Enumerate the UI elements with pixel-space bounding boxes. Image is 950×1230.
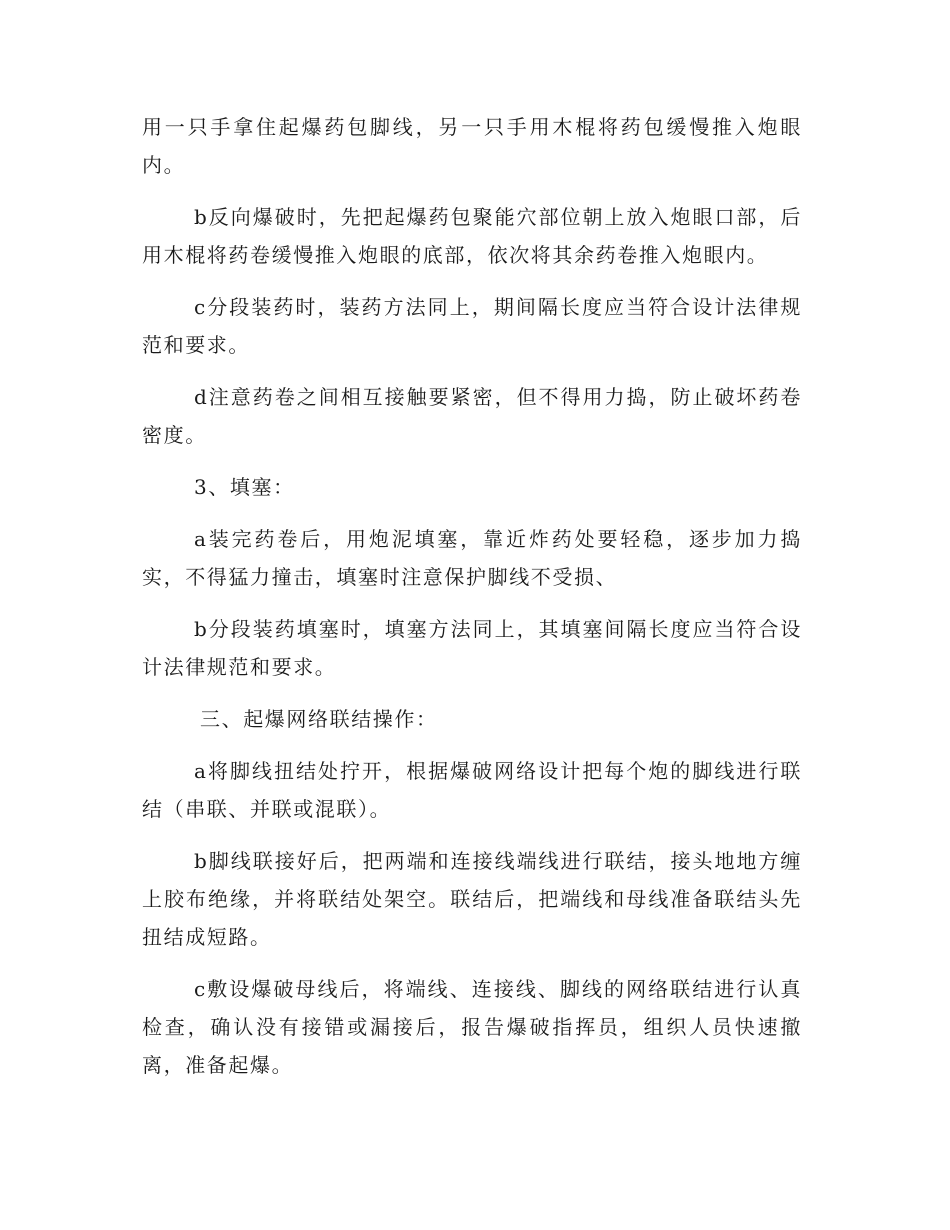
paragraph-d-cartridge-contact: d注意药卷之间相互接触要紧密，但不得用力捣，防止破坏药卷密度。: [142, 385, 802, 447]
paragraph-c-segmented-charging: c分段装药时，装药方法同上，期间隔长度应当符合设计法律规范和要求。: [142, 295, 802, 357]
section-heading-stemming: 3、填塞：: [194, 475, 295, 499]
paragraph-b-segmented-stemming: b分段装药填塞时，填塞方法同上，其填塞间隔长度应当符合设计法律规范和要求。: [142, 617, 802, 679]
paragraph-b-end-wire-connection: b脚线联接好后，把两端和连接线端线进行联结，接头地地方缠上胶布绝缘，并将联结处架空。联结后，把端线和母线准备联结头先扭结成短路。: [142, 849, 802, 949]
paragraph-a-stemming: a装完药卷后，用炮泥填塞，靠近炸药处要轻稳，逐步加力捣实，不得猛力撞击，填塞时注意保护脚线不受损、: [142, 527, 802, 589]
document-body: [142, 108, 802, 1098]
paragraph-c-main-line-check: c敷设爆破母线后，将端线、连接线、脚线的网络联结进行认真检查，确认没有接错或漏接后，报告爆破指挥员，组织人员快速撤离，准备起爆。: [142, 977, 802, 1077]
paragraph-continuation: 用一只手拿住起爆药包脚线，另一只手用木棍将药包缓慢推入炮眼内。: [142, 115, 802, 177]
section-heading-network-connection: 三、起爆网络联结操作：: [200, 707, 438, 731]
paragraph-a-leg-wire-connection: a将脚线扭结处拧开，根据爆破网络设计把每个炮的脚线进行联结（串联、并联或混联）。: [142, 759, 802, 821]
paragraph-b-reverse-blasting: b反向爆破时，先把起爆药包聚能穴部位朝上放入炮眼口部，后用木棍将药卷缓慢推入炮眼的底部，依次将其余药卷推入炮眼内。: [142, 205, 802, 267]
